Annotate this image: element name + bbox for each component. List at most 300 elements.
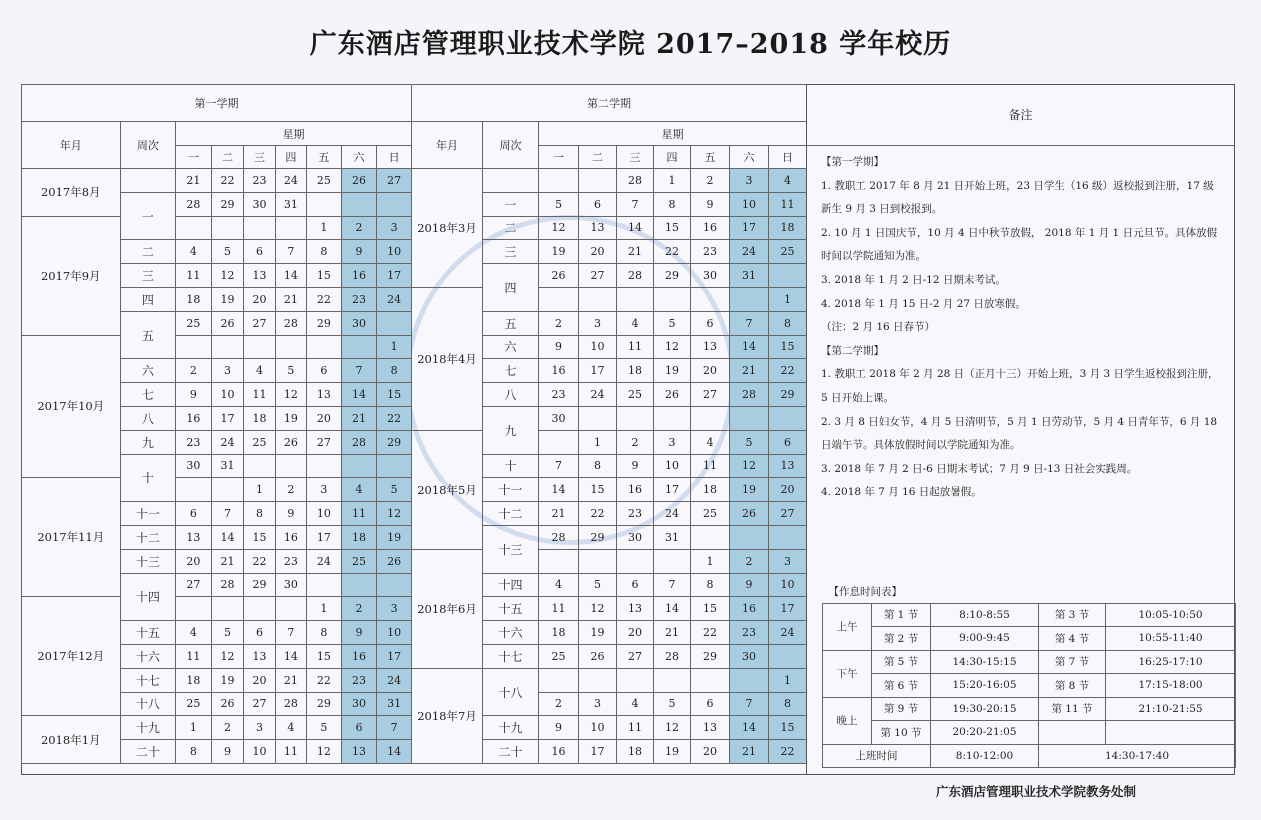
day-cell xyxy=(654,406,691,430)
schedule-cell: 15:20-16:05 xyxy=(931,674,1039,698)
day-cell: 22 xyxy=(769,359,807,383)
schedule-row xyxy=(823,650,1236,674)
day-cell: 24 xyxy=(730,240,769,264)
day-cell: 4 xyxy=(275,716,306,740)
day-cell: 2 xyxy=(539,311,579,335)
day-cell: 1 xyxy=(244,478,275,502)
day-cell: 29 xyxy=(377,430,412,454)
day-cell xyxy=(275,597,306,621)
schedule-cell: 16:25-17:10 xyxy=(1106,650,1236,674)
day-cell: 10 xyxy=(730,192,769,216)
note-line: 4. 2018 年 1 月 15 日-2 月 27 日放寒假。 xyxy=(821,297,1026,310)
day-cell: 7 xyxy=(341,359,377,383)
calendar-row xyxy=(22,478,412,502)
day-cell: 30 xyxy=(176,454,212,478)
weekday-header: 四 xyxy=(654,146,691,169)
day-cell: 15 xyxy=(769,335,807,359)
day-cell: 2 xyxy=(176,359,212,383)
day-cell: 9 xyxy=(275,502,306,526)
day-cell: 6 xyxy=(691,311,730,335)
day-cell: 8 xyxy=(579,454,617,478)
day-cell: 12 xyxy=(654,335,691,359)
day-cell xyxy=(769,525,807,549)
day-cell: 12 xyxy=(730,454,769,478)
schedule-row xyxy=(823,674,1236,698)
col-header-year-month: 年月 xyxy=(22,122,121,169)
day-cell: 19 xyxy=(211,287,244,311)
day-cell: 3 xyxy=(769,549,807,573)
day-cell: 28 xyxy=(730,383,769,407)
weekday-header: 五 xyxy=(307,146,342,169)
col-header-week: 周次 xyxy=(120,122,176,169)
day-cell: 30 xyxy=(691,264,730,288)
day-cell: 2 xyxy=(730,549,769,573)
worktime-label: 上班时间 xyxy=(823,744,931,768)
day-cell: 31 xyxy=(377,692,412,716)
week-number-cell: 十八 xyxy=(120,692,176,716)
day-cell xyxy=(244,335,275,359)
day-cell: 17 xyxy=(377,264,412,288)
day-cell: 27 xyxy=(176,573,212,597)
year-month-cell: 2018年7月 xyxy=(412,668,483,763)
day-cell: 5 xyxy=(654,311,691,335)
day-cell: 20 xyxy=(769,478,807,502)
day-cell: 29 xyxy=(579,525,617,549)
day-cell: 18 xyxy=(176,287,212,311)
day-cell: 13 xyxy=(244,264,275,288)
day-cell: 22 xyxy=(307,287,342,311)
day-cell: 11 xyxy=(244,383,275,407)
week-number-cell: 十四 xyxy=(483,573,539,597)
day-cell xyxy=(730,525,769,549)
day-cell: 20 xyxy=(244,668,275,692)
day-cell: 21 xyxy=(617,240,654,264)
schedule-cell: 第 5 节 xyxy=(872,650,931,674)
note-line: 1. 教职工 2018 年 2 月 28 日（正月十三）开始上班，3 月 3 日学生返校报到注册， xyxy=(821,368,1219,381)
day-cell: 21 xyxy=(654,621,691,645)
day-cell: 23 xyxy=(341,668,377,692)
day-cell: 1 xyxy=(691,549,730,573)
day-cell: 15 xyxy=(691,597,730,621)
day-cell: 18 xyxy=(691,478,730,502)
week-number-cell: 十二 xyxy=(483,502,539,526)
week-number-cell: 九 xyxy=(120,430,176,454)
week-number-cell: 十一 xyxy=(120,502,176,526)
year-month-cell: 2017年10月 xyxy=(22,335,121,478)
day-cell: 16 xyxy=(691,216,730,240)
schedule-cell: 第 1 节 xyxy=(872,603,931,627)
day-cell: 16 xyxy=(275,525,306,549)
day-cell xyxy=(341,192,377,216)
day-cell: 20 xyxy=(244,287,275,311)
day-cell: 16 xyxy=(539,359,579,383)
day-cell: 7 xyxy=(654,573,691,597)
day-cell: 2 xyxy=(341,597,377,621)
day-cell: 1 xyxy=(769,287,807,311)
day-cell: 12 xyxy=(654,716,691,740)
day-cell: 14 xyxy=(730,716,769,740)
day-cell: 15 xyxy=(244,525,275,549)
day-cell: 21 xyxy=(730,740,769,764)
day-cell: 2 xyxy=(691,169,730,193)
day-cell xyxy=(730,287,769,311)
week-number-cell: 六 xyxy=(120,359,176,383)
col-header-week: 周次 xyxy=(483,122,539,169)
day-cell: 14 xyxy=(211,525,244,549)
day-cell: 7 xyxy=(211,502,244,526)
day-cell xyxy=(307,335,342,359)
day-cell: 26 xyxy=(377,549,412,573)
year-month-cell: 2017年12月 xyxy=(22,597,121,716)
day-cell: 4 xyxy=(617,311,654,335)
day-cell: 15 xyxy=(769,716,807,740)
day-cell: 28 xyxy=(275,692,306,716)
day-cell: 25 xyxy=(176,311,212,335)
worktime-morning: 8:10-12:00 xyxy=(931,744,1039,768)
day-cell: 6 xyxy=(341,716,377,740)
day-cell: 19 xyxy=(730,478,769,502)
day-cell: 15 xyxy=(307,264,342,288)
day-cell: 28 xyxy=(617,169,654,193)
day-cell: 13 xyxy=(244,644,275,668)
day-cell: 27 xyxy=(377,169,412,193)
year-month-cell: 2018年4月 xyxy=(412,287,483,430)
day-cell xyxy=(211,478,244,502)
day-cell xyxy=(654,668,691,692)
day-cell: 29 xyxy=(244,573,275,597)
day-cell: 30 xyxy=(617,525,654,549)
day-cell: 6 xyxy=(579,192,617,216)
day-cell: 27 xyxy=(579,264,617,288)
note-line: 3. 2018 年 1 月 2 日-12 日期末考试。 xyxy=(821,273,1006,286)
day-cell: 2 xyxy=(539,692,579,716)
day-cell: 2 xyxy=(617,430,654,454)
day-cell xyxy=(691,525,730,549)
schedule-cell: 9:00-9:45 xyxy=(931,627,1039,651)
week-number-cell: 十三 xyxy=(120,549,176,573)
day-cell: 13 xyxy=(341,740,377,764)
calendar-row xyxy=(412,549,807,573)
day-cell: 8 xyxy=(244,502,275,526)
schedule-cell: 第 11 节 xyxy=(1039,697,1106,721)
week-number-cell: 十四 xyxy=(120,573,176,621)
day-cell: 23 xyxy=(730,621,769,645)
week-number-cell: 十三 xyxy=(483,525,539,573)
day-cell: 8 xyxy=(769,311,807,335)
schedule-cell: 第 7 节 xyxy=(1039,650,1106,674)
day-cell: 23 xyxy=(691,240,730,264)
day-cell: 28 xyxy=(211,573,244,597)
day-cell: 4 xyxy=(539,573,579,597)
week-number-cell: 五 xyxy=(120,311,176,359)
day-cell: 14 xyxy=(539,478,579,502)
day-cell: 21 xyxy=(275,287,306,311)
day-cell: 17 xyxy=(579,740,617,764)
day-cell xyxy=(539,430,579,454)
day-cell: 3 xyxy=(654,430,691,454)
day-cell: 19 xyxy=(275,406,306,430)
note-line: 时间以学院通知为准。 xyxy=(821,250,926,263)
day-cell: 30 xyxy=(539,406,579,430)
day-cell: 2 xyxy=(275,478,306,502)
day-cell: 14 xyxy=(275,264,306,288)
day-cell: 23 xyxy=(539,383,579,407)
day-cell xyxy=(176,597,212,621)
year-month-cell: 2017年11月 xyxy=(22,478,121,597)
day-cell xyxy=(617,287,654,311)
day-cell xyxy=(377,454,412,478)
day-cell: 18 xyxy=(617,359,654,383)
day-cell: 18 xyxy=(769,216,807,240)
day-cell: 16 xyxy=(341,644,377,668)
week-number-cell: 十六 xyxy=(120,644,176,668)
day-cell: 10 xyxy=(377,240,412,264)
day-cell: 6 xyxy=(307,359,342,383)
notes-list xyxy=(821,151,1229,505)
schedule-row xyxy=(823,603,1236,627)
day-cell: 6 xyxy=(691,692,730,716)
day-cell: 11 xyxy=(176,264,212,288)
day-cell: 15 xyxy=(579,478,617,502)
day-cell: 18 xyxy=(341,525,377,549)
day-cell: 1 xyxy=(307,597,342,621)
day-cell xyxy=(539,668,579,692)
day-cell: 10 xyxy=(769,573,807,597)
year-month-cell: 2018年3月 xyxy=(412,169,483,288)
day-cell: 14 xyxy=(654,597,691,621)
day-cell: 5 xyxy=(539,192,579,216)
day-cell: 5 xyxy=(579,573,617,597)
day-cell: 31 xyxy=(654,525,691,549)
day-cell: 1 xyxy=(176,716,212,740)
day-cell: 28 xyxy=(341,430,377,454)
week-number-cell: 十七 xyxy=(120,668,176,692)
schedule-cell: 17:15-18:00 xyxy=(1106,674,1236,698)
week-number-cell: 四 xyxy=(483,264,539,312)
day-cell: 12 xyxy=(307,740,342,764)
day-cell xyxy=(617,668,654,692)
week-number-cell: 七 xyxy=(120,383,176,407)
week-number-cell: 十五 xyxy=(483,597,539,621)
day-cell: 24 xyxy=(377,287,412,311)
day-cell: 8 xyxy=(691,573,730,597)
day-cell: 5 xyxy=(307,716,342,740)
day-cell: 27 xyxy=(244,692,275,716)
day-cell: 16 xyxy=(617,478,654,502)
day-cell: 8 xyxy=(176,740,212,764)
week-number-cell: 二十 xyxy=(483,740,539,764)
day-cell: 25 xyxy=(307,169,342,193)
note-line: （注：2 月 16 日春节） xyxy=(821,321,936,334)
week-number-cell: 十九 xyxy=(483,716,539,740)
day-cell: 24 xyxy=(769,621,807,645)
day-cell xyxy=(176,335,212,359)
day-cell xyxy=(341,573,377,597)
day-cell: 27 xyxy=(691,383,730,407)
day-cell: 19 xyxy=(654,359,691,383)
day-cell: 7 xyxy=(730,692,769,716)
day-cell: 11 xyxy=(539,597,579,621)
day-cell: 26 xyxy=(275,430,306,454)
day-cell xyxy=(244,454,275,478)
day-cell: 11 xyxy=(275,740,306,764)
day-cell xyxy=(579,406,617,430)
day-cell: 20 xyxy=(691,359,730,383)
day-cell: 28 xyxy=(539,525,579,549)
day-cell: 20 xyxy=(691,740,730,764)
day-cell: 10 xyxy=(244,740,275,764)
day-cell: 7 xyxy=(275,621,306,645)
note-line: 2. 3 月 8 日妇女节，4 月 5 日清明节，5 月 1 日劳动节，5 月 4 日青年节，6 月 18 xyxy=(821,415,1218,428)
schedule-cell: 第 3 节 xyxy=(1039,603,1106,627)
week-number-cell: 十五 xyxy=(120,621,176,645)
day-cell: 3 xyxy=(211,359,244,383)
day-cell: 26 xyxy=(579,644,617,668)
day-cell: 3 xyxy=(377,216,412,240)
week-number-cell: 二 xyxy=(483,216,539,240)
week-number-cell: 十九 xyxy=(120,716,176,740)
day-cell: 10 xyxy=(307,502,342,526)
day-cell xyxy=(244,216,275,240)
day-cell xyxy=(176,478,212,502)
day-cell: 10 xyxy=(579,716,617,740)
day-cell xyxy=(307,454,342,478)
day-cell: 3 xyxy=(377,597,412,621)
weekday-header: 日 xyxy=(769,146,807,169)
weekday-header: 三 xyxy=(244,146,275,169)
day-cell: 23 xyxy=(617,502,654,526)
day-cell: 22 xyxy=(769,740,807,764)
day-cell: 16 xyxy=(730,597,769,621)
day-cell: 22 xyxy=(654,240,691,264)
day-cell: 21 xyxy=(211,549,244,573)
calendar-row xyxy=(412,668,807,692)
day-cell xyxy=(539,549,579,573)
day-cell: 13 xyxy=(769,454,807,478)
day-cell: 25 xyxy=(176,692,212,716)
day-cell: 16 xyxy=(341,264,377,288)
day-cell xyxy=(244,597,275,621)
day-cell: 14 xyxy=(617,216,654,240)
day-cell: 23 xyxy=(341,287,377,311)
calendar-row xyxy=(22,597,412,621)
day-cell: 8 xyxy=(654,192,691,216)
day-cell: 5 xyxy=(211,621,244,645)
day-cell: 6 xyxy=(769,430,807,454)
day-cell: 22 xyxy=(377,406,412,430)
day-cell: 5 xyxy=(377,478,412,502)
semester-title: 第一学期 xyxy=(22,85,412,122)
weekday-header: 六 xyxy=(730,146,769,169)
day-cell: 3 xyxy=(730,169,769,193)
day-cell xyxy=(579,549,617,573)
day-cell: 4 xyxy=(617,692,654,716)
day-cell: 10 xyxy=(211,383,244,407)
day-cell: 29 xyxy=(307,692,342,716)
day-cell: 3 xyxy=(579,311,617,335)
day-cell: 3 xyxy=(307,478,342,502)
day-cell: 25 xyxy=(691,502,730,526)
day-cell: 4 xyxy=(244,359,275,383)
day-cell: 16 xyxy=(539,740,579,764)
day-cell: 26 xyxy=(341,169,377,193)
day-cell: 27 xyxy=(307,430,342,454)
week-number-cell: 十 xyxy=(120,454,176,502)
day-cell xyxy=(730,668,769,692)
year-month-cell: 2018年6月 xyxy=(412,549,483,668)
day-cell: 8 xyxy=(307,240,342,264)
day-cell: 9 xyxy=(176,383,212,407)
weekday-header: 六 xyxy=(341,146,377,169)
period-label: 晚上 xyxy=(823,697,872,744)
day-cell xyxy=(275,335,306,359)
day-cell: 14 xyxy=(341,383,377,407)
day-cell: 11 xyxy=(617,335,654,359)
day-cell: 29 xyxy=(654,264,691,288)
day-cell: 12 xyxy=(579,597,617,621)
day-cell: 9 xyxy=(730,573,769,597)
day-cell xyxy=(617,406,654,430)
day-cell: 22 xyxy=(244,549,275,573)
day-cell: 30 xyxy=(244,192,275,216)
week-number-cell: 八 xyxy=(483,383,539,407)
day-cell: 22 xyxy=(579,502,617,526)
note-line: 日端午节。具体放假时间以学院通知为准。 xyxy=(821,439,1021,452)
weekday-header: 一 xyxy=(176,146,212,169)
day-cell: 20 xyxy=(307,406,342,430)
day-cell: 4 xyxy=(176,240,212,264)
day-cell: 31 xyxy=(275,192,306,216)
calendar-row xyxy=(412,169,807,193)
day-cell: 6 xyxy=(244,240,275,264)
day-cell: 9 xyxy=(211,740,244,764)
schedule-cell: 10:55-11:40 xyxy=(1106,627,1236,651)
note-line: 2. 10 月 1 日国庆节，10 月 4 日中秋节放假， 2018 年 1 月 1 日元旦节。具体放假 xyxy=(821,226,1218,239)
week-number-cell: 三 xyxy=(483,240,539,264)
day-cell: 17 xyxy=(730,216,769,240)
year-month-cell: 2018年5月 xyxy=(412,430,483,549)
week-number-cell: 十一 xyxy=(483,478,539,502)
day-cell: 4 xyxy=(691,430,730,454)
semester-2-table xyxy=(411,84,807,764)
day-cell: 4 xyxy=(769,169,807,193)
note-line: 新生 9 月 3 日到校报到。 xyxy=(821,203,943,216)
day-cell: 10 xyxy=(579,335,617,359)
day-cell xyxy=(211,597,244,621)
day-cell: 15 xyxy=(307,644,342,668)
day-cell: 9 xyxy=(341,621,377,645)
calendar-row xyxy=(22,216,412,240)
page-title: 广东酒店管理职业技术学院 2017–2018 学年校历 xyxy=(309,29,952,60)
day-cell xyxy=(769,264,807,288)
day-cell: 20 xyxy=(176,549,212,573)
day-cell: 16 xyxy=(176,406,212,430)
day-cell: 12 xyxy=(377,502,412,526)
day-cell: 30 xyxy=(730,644,769,668)
day-cell: 12 xyxy=(211,264,244,288)
schedule-cell: 第 8 节 xyxy=(1039,674,1106,698)
day-cell: 28 xyxy=(275,311,306,335)
day-cell xyxy=(341,335,377,359)
note-line: 5 日开始上课。 xyxy=(821,391,895,404)
day-cell: 6 xyxy=(244,621,275,645)
schedule-cell xyxy=(1106,721,1236,745)
day-cell: 17 xyxy=(377,644,412,668)
day-cell: 22 xyxy=(307,668,342,692)
day-cell xyxy=(377,192,412,216)
day-cell: 24 xyxy=(654,502,691,526)
note-line: 【第二学期】 xyxy=(821,344,884,357)
